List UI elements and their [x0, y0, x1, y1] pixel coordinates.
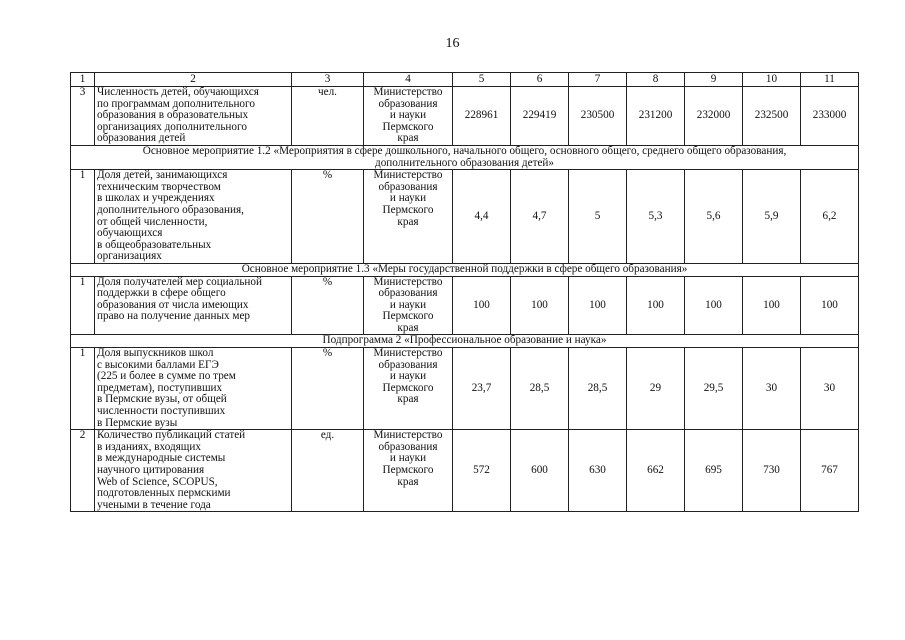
responsible-org-line: и науки — [389, 192, 427, 205]
value-cell: 100 — [569, 276, 627, 335]
header-cell: 10 — [743, 73, 801, 87]
indicator-name-line: (225 и более в сумме по трем — [97, 370, 236, 383]
row-number: 1 — [71, 348, 95, 430]
indicator-name-line: техническим творчеством — [97, 180, 221, 193]
responsible-org-line: образования — [378, 97, 438, 110]
value-cell: 30 — [801, 348, 859, 430]
indicator-name-line: Доля выпускников школ — [97, 347, 214, 360]
indicator-name-line: Доля получателей мер социальной — [97, 276, 262, 288]
responsible-org-line: Министерство — [373, 169, 443, 182]
indicator-name-line: дополнительного образования, — [97, 203, 244, 216]
indicator-name — [95, 170, 292, 264]
row-number: 1 — [71, 276, 95, 335]
table-row — [71, 430, 859, 512]
responsible-org-line: Министерство — [373, 86, 443, 98]
header-cell: 3 — [292, 73, 364, 87]
value-cell: 228961 — [453, 87, 511, 146]
indicators-table — [70, 72, 859, 512]
indicator-name-line: в общеобразовательных — [97, 238, 212, 251]
indicator-name-line: научного цитирования — [97, 464, 205, 476]
value-cell: 100 — [511, 276, 569, 335]
header-cell: 7 — [569, 73, 627, 87]
header-cell: 9 — [685, 73, 743, 87]
indicator-name-line: с высокими баллами ЕГЭ — [97, 358, 219, 371]
value-cell: 23,7 — [453, 348, 511, 430]
value-cell: 4,4 — [453, 170, 511, 264]
value-cell: 231200 — [627, 87, 685, 146]
table-row — [71, 87, 859, 146]
header-cell: 5 — [453, 73, 511, 87]
value-cell: 600 — [511, 430, 569, 512]
value-cell: 730 — [743, 430, 801, 512]
unit: % — [292, 170, 364, 264]
responsible-org-line: образования — [378, 180, 438, 193]
indicator-name-line: образования в образовательных — [97, 109, 249, 122]
section-row — [71, 263, 859, 276]
section-title — [71, 263, 859, 276]
table-row — [71, 348, 859, 430]
indicator-name-line: в международные системы — [97, 452, 226, 465]
value-cell: 100 — [801, 276, 859, 335]
unit: % — [292, 276, 364, 335]
section-row — [71, 335, 859, 348]
value-cell: 30 — [743, 348, 801, 430]
responsible-org — [364, 170, 453, 264]
indicator-name-line: численности поступивших — [97, 405, 226, 418]
indicator-name-line: образования детей — [97, 132, 186, 145]
indicator-name-line: в изданиях, входящих — [97, 440, 202, 453]
indicator-name-line: подготовленных пермскими — [97, 487, 231, 500]
value-cell: 100 — [627, 276, 685, 335]
responsible-org — [364, 348, 453, 430]
responsible-org-line: и науки — [389, 452, 427, 465]
responsible-org-line: края — [397, 321, 419, 334]
indicator-name-line: в Пермские вузы — [97, 416, 178, 429]
responsible-org-line: Пермского — [382, 120, 434, 133]
value-cell: 233000 — [801, 87, 859, 146]
responsible-org — [364, 276, 453, 335]
section-title — [71, 145, 859, 169]
value-cell: 5,3 — [627, 170, 685, 264]
responsible-org-line: образования — [378, 287, 438, 300]
indicator-name-line: в школах и учреждениях — [97, 192, 215, 205]
indicator-name-line: организациях — [97, 250, 162, 263]
table-body — [71, 87, 859, 512]
value-cell: 100 — [685, 276, 743, 335]
indicator-name-line: в Пермские вузы, от общей — [97, 393, 227, 406]
header-cell: 11 — [801, 73, 859, 87]
section-title-line: Основное мероприятие 1.2 «Мероприятия в сфере дошкольного, начального общего, основного общего, среднего общего образования, — [142, 145, 787, 157]
indicator-name-line: Доля детей, занимающихся — [97, 169, 228, 182]
indicator-name-line: Web of Science, SCOPUS, — [97, 475, 218, 488]
table-row — [71, 170, 859, 264]
row-number: 1 — [71, 170, 95, 264]
section-title-line: Основное мероприятие 1.3 «Меры государственной поддержки в сфере общего образования» — [241, 263, 688, 275]
indicator-name-line: предметам), поступивших — [97, 381, 223, 394]
header-cell: 1 — [71, 73, 95, 87]
unit: ед. — [292, 430, 364, 512]
responsible-org-line: края — [397, 393, 419, 406]
value-cell: 5,9 — [743, 170, 801, 264]
value-cell: 4,7 — [511, 170, 569, 264]
indicator-name-line: право на получение данных мер — [97, 310, 251, 323]
header-cell: 4 — [364, 73, 453, 87]
value-cell: 100 — [453, 276, 511, 335]
indicator-name-line: от общей численности, — [97, 215, 208, 228]
indicator-name — [95, 87, 292, 146]
unit: чел. — [292, 87, 364, 146]
indicator-name-line: Количество публикаций статей — [97, 429, 246, 442]
responsible-org-line: образования — [378, 440, 438, 453]
responsible-org-line: края — [397, 215, 419, 228]
section-title-line: Подпрограмма 2 «Профессиональное образование и наука» — [322, 334, 607, 347]
header-row — [71, 73, 859, 87]
section-title-line: дополнительного образования детей» — [375, 156, 554, 169]
header-cell: 6 — [511, 73, 569, 87]
responsible-org-line: Пермского — [382, 203, 434, 216]
responsible-org — [364, 87, 453, 146]
indicator-name-line: поддержки в сфере общего — [97, 287, 226, 300]
section-row — [71, 145, 859, 169]
responsible-org-line: Министерство — [373, 347, 443, 360]
value-cell: 28,5 — [511, 348, 569, 430]
indicator-name — [95, 430, 292, 512]
responsible-org-line: образования — [378, 358, 438, 371]
responsible-org-line: края — [397, 475, 419, 488]
indicator-name — [95, 276, 292, 335]
indicator-name-line: образования от числа имеющих — [97, 298, 249, 311]
value-cell: 630 — [569, 430, 627, 512]
value-cell: 6,2 — [801, 170, 859, 264]
indicator-name-line: Численность детей, обучающихся — [97, 86, 259, 98]
section-title — [71, 335, 859, 348]
value-cell: 232500 — [743, 87, 801, 146]
value-cell: 100 — [743, 276, 801, 335]
responsible-org-line: края — [397, 132, 419, 145]
table-row — [71, 276, 859, 335]
indicator-name — [95, 348, 292, 430]
page-number: 16 — [445, 36, 460, 51]
header-cell: 8 — [627, 73, 685, 87]
responsible-org-line: и науки — [389, 109, 427, 122]
responsible-org-line: Пермского — [382, 310, 434, 323]
indicator-name-line: организациях дополнительного — [97, 120, 247, 133]
value-cell: 229419 — [511, 87, 569, 146]
responsible-org — [364, 430, 453, 512]
value-cell: 29,5 — [685, 348, 743, 430]
responsible-org-line: и науки — [389, 298, 427, 311]
responsible-org-line: Пермского — [382, 381, 434, 394]
header-cell: 2 — [95, 73, 292, 87]
row-number: 3 — [71, 87, 95, 146]
value-cell: 5 — [569, 170, 627, 264]
value-cell: 232000 — [685, 87, 743, 146]
value-cell: 695 — [685, 430, 743, 512]
indicator-name-line: по программам дополнительного — [97, 97, 255, 110]
value-cell: 662 — [627, 430, 685, 512]
responsible-org-line: и науки — [389, 370, 427, 383]
value-cell: 5,6 — [685, 170, 743, 264]
responsible-org-line: Пермского — [382, 464, 434, 476]
responsible-org-line: Министерство — [373, 276, 443, 288]
indicator-name-line: обучающихся — [97, 227, 163, 240]
indicator-name-line: учеными в течение года — [97, 498, 211, 511]
value-cell: 572 — [453, 430, 511, 512]
unit: % — [292, 348, 364, 430]
value-cell: 767 — [801, 430, 859, 512]
value-cell: 230500 — [569, 87, 627, 146]
row-number: 2 — [71, 430, 95, 512]
value-cell: 29 — [627, 348, 685, 430]
responsible-org-line: Министерство — [373, 429, 443, 442]
value-cell: 28,5 — [569, 348, 627, 430]
